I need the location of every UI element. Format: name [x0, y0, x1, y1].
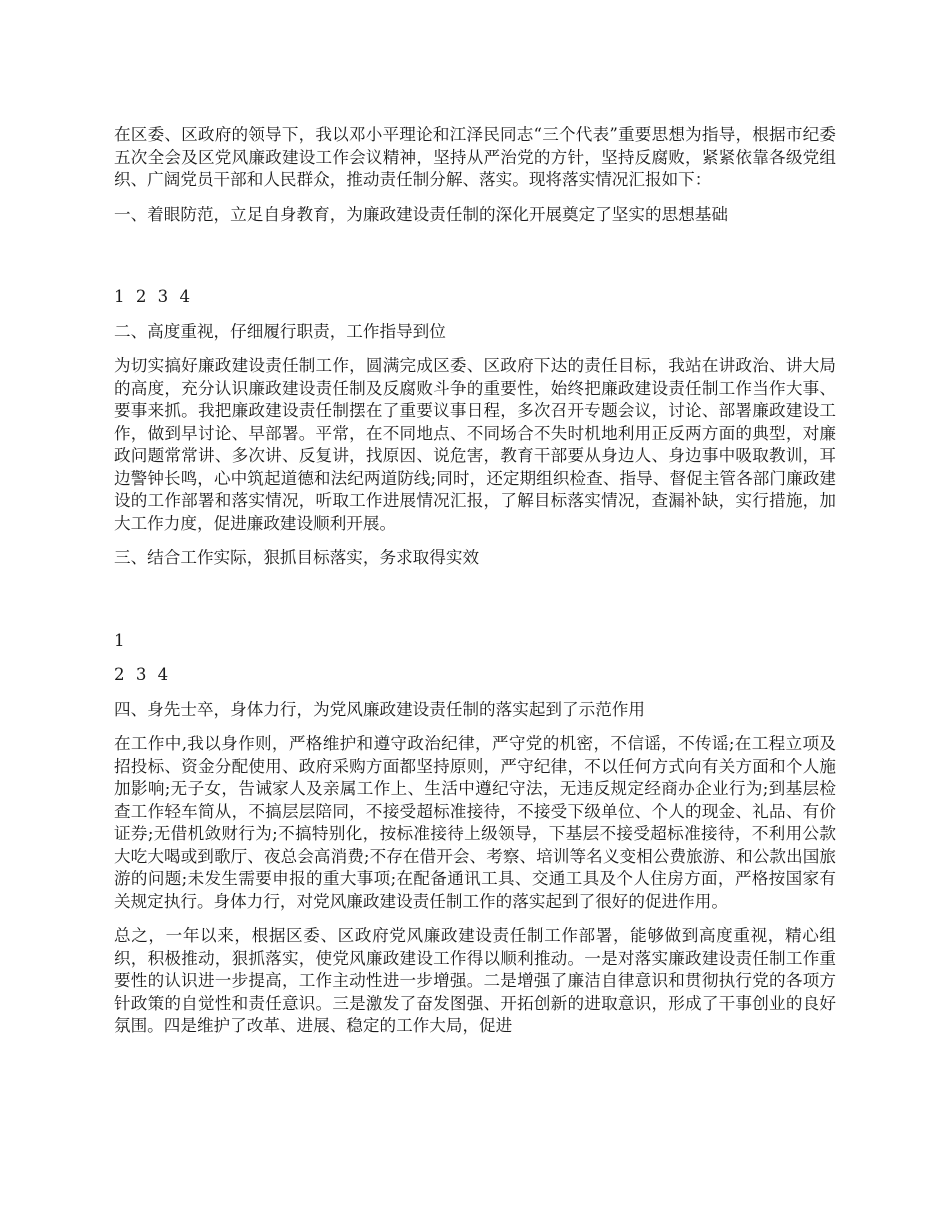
section-paragraph-2: 为切实搞好廉政建设责任制工作，圆满完成区委、区政府下达的责任目标，我站在讲政治、讲大局的高度，充分认识廉政建设责任制及反腐败斗争的重要性，始终把廉政建设责任制工作当作大事、要事来抓。我把廉政建设责任制摆在了重要议事日程，多次召开专题会议，讨论、部署廉政建设工作，做到早讨论、早部署。平常，在不同地点、不同场合不失时机地利用正反两方面的典型，对廉政问题常常讲、多次讲、反复讲，找原因、说危害，教育干部要从身边人、身边事中吸取教训，耳边警钟长鸣，心中筑起道德和法纪两道防线;同时，还定期组织检查、指导、督促主管各部门廉政建设的工作部署和落实情况，听取工作进展情况汇报，了解目标落实情况，查漏补缺，实行措施，加大工作力度，促进廉政建设顺利开展。 — [114, 356, 836, 533]
document-body — [114, 124, 836, 1050]
section-heading-2: 二、高度重视，仔细履行职责，工作指导到位 — [114, 321, 446, 341]
section-heading-3: 三、结合工作实际，狠抓目标落实，务求取得实效 — [114, 548, 480, 567]
conclusion-paragraph: 总之，一年以来，根据区委、区政府党风廉政建设责任制工作部署，能够做到高度重视，精心组织，积极推动，狠抓落实，使党风廉政建设工作得以顺利推动。一是对落实廉政建设责任制工作重要性的认识进一步提高，工作主动性进一步增强。二是增强了廉洁自律意识和贯彻执行党的各项方针政策的自觉性和责任意识。三是激发了奋发图强、开拓创新的进取意识，形成了干事创业的良好氛围。四是维护了改革、进展、稳定的工作大局，促进 — [114, 926, 836, 1035]
number-list-1: 1 2 3 4 — [114, 287, 194, 306]
number-list-2b: 2 3 4 — [114, 665, 172, 684]
section-heading-4: 四、身先士卒，身体力行，为党风廉政建设责任制的落实起到了示范作用 — [114, 699, 645, 719]
intro-paragraph: 在区委、区政府的领导下，我以邓小平理论和江泽民同志“三个代表”重要思想为指导，根据市纪委五次全会及区党风廉政建设工作会议精神，坚持从严治党的方针，坚持反腐败，紧紧依靠各级党组织、广阔党员干部和人民群众，推动责任制分解、落实。现将落实情况汇报如下： — [114, 125, 836, 189]
section-heading-1: 一、着眼防范，立足自身教育，为廉政建设责任制的深化开展奠定了坚实的思想基础 — [114, 204, 728, 224]
number-list-2a: 1 — [114, 630, 128, 650]
spacer — [114, 238, 836, 286]
spacer — [114, 582, 836, 630]
section-paragraph-4: 在工作中,我以身作则，严格维护和遵守政治纪律，严守党的机密，不信谣，不传谣;在工程立项及招投标、资金分配使用、政府采购方面都坚持原则，严守纪律，不以任何方式向有关方面和个人施加影响;无子女，告诫家人及亲属工作上、生活中遵纪守法，无违反规定经商办企业行为;到基层检查工作轻车简从，不搞层层陪同，不接受超标准接待，不接受下级单位、个人的现金、礼品、有价证券;无借机敛财行为;不搞特别化，按标准接待上级领导，下基层不接受超标准接待，不利用公款大吃大喝或到歌厅、夜总会高消费;不存在借开会、考察、培训等名义变相公费旅游、和公款出国旅游的问题;未发生需要申报的重大事项;在配备通讯工具、交通工具及个人住房方面，严格按国家有关规定执行。身体力行，对党风廉政建设责任制工作的落实起到了很好的促进作用。 — [114, 734, 836, 911]
